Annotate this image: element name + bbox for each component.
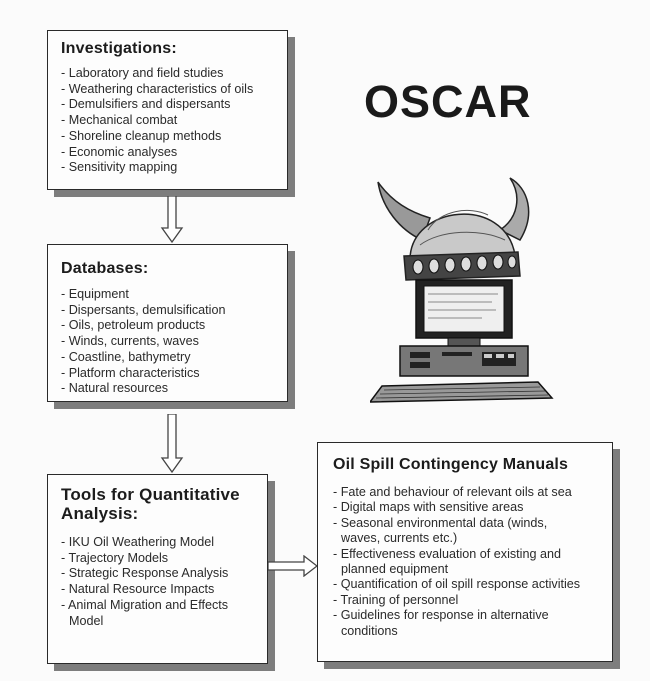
list-item: - Strategic Response Analysis — [61, 566, 267, 582]
list-item: - IKU Oil Weathering Model — [61, 535, 267, 551]
manuals-box — [317, 442, 613, 662]
list-item: - Natural resources — [61, 381, 287, 397]
databases-list — [61, 287, 287, 397]
databases-box — [47, 244, 288, 402]
list-item: - Training of personnel — [333, 593, 612, 608]
oscar-title: OSCAR — [364, 76, 532, 127]
list-item: - Platform characteristics — [61, 366, 287, 382]
list-item: - Weathering characteristics of oils — [61, 82, 287, 98]
list-item: - Natural Resource Impacts — [61, 582, 267, 598]
list-item: planned equipment — [341, 562, 449, 577]
list-item: - Economic analyses — [61, 145, 287, 161]
manuals-list — [333, 485, 612, 639]
tools-heading — [61, 485, 267, 523]
tools-heading-line1: Tools for Quantitative — [61, 485, 240, 504]
list-item: Model — [69, 613, 104, 628]
list-item: - Effectiveness evaluation of existing and — [333, 547, 612, 562]
list-item: - Coastline, bathymetry — [61, 350, 287, 366]
viking-helmet-computer-icon — [370, 160, 560, 405]
tools-heading-line2: Analysis: — [61, 504, 139, 523]
arrow-down-icon — [160, 414, 184, 474]
tools-box — [47, 474, 268, 664]
manuals-heading: Oil Spill Contingency Manuals — [333, 456, 569, 473]
list-item: conditions — [341, 623, 398, 638]
databases-heading: Databases: — [61, 260, 149, 277]
list-item: - Demulsifiers and dispersants — [61, 97, 287, 113]
investigations-box — [47, 30, 288, 190]
list-item: - Animal Migration and Effects — [61, 598, 267, 614]
list-item: - Laboratory and field studies — [61, 66, 287, 82]
investigations-heading: Investigations: — [61, 40, 177, 57]
list-item: - Mechanical combat — [61, 113, 287, 129]
list-item: - Dispersants, demulsification — [61, 303, 287, 319]
tools-list — [61, 535, 267, 629]
list-item: - Seasonal environmental data (winds, — [333, 516, 612, 531]
list-item: - Fate and behaviour of relevant oils at sea — [333, 485, 612, 500]
list-item: - Guidelines for response in alternative — [333, 608, 612, 623]
list-item: - Quantification of oil spill response activities — [333, 577, 612, 592]
list-item: - Oils, petroleum products — [61, 318, 287, 334]
list-item: - Digital maps with sensitive areas — [333, 500, 612, 515]
list-item: - Shoreline cleanup methods — [61, 129, 287, 145]
arrow-down-icon — [160, 196, 184, 244]
list-item: - Equipment — [61, 287, 287, 303]
arrow-right-icon — [268, 555, 318, 577]
list-item: waves, currents etc.) — [341, 531, 458, 546]
list-item: - Trajectory Models — [61, 551, 267, 567]
list-item: - Winds, currents, waves — [61, 334, 287, 350]
list-item: - Sensitivity mapping — [61, 160, 287, 176]
investigations-list — [61, 66, 287, 176]
